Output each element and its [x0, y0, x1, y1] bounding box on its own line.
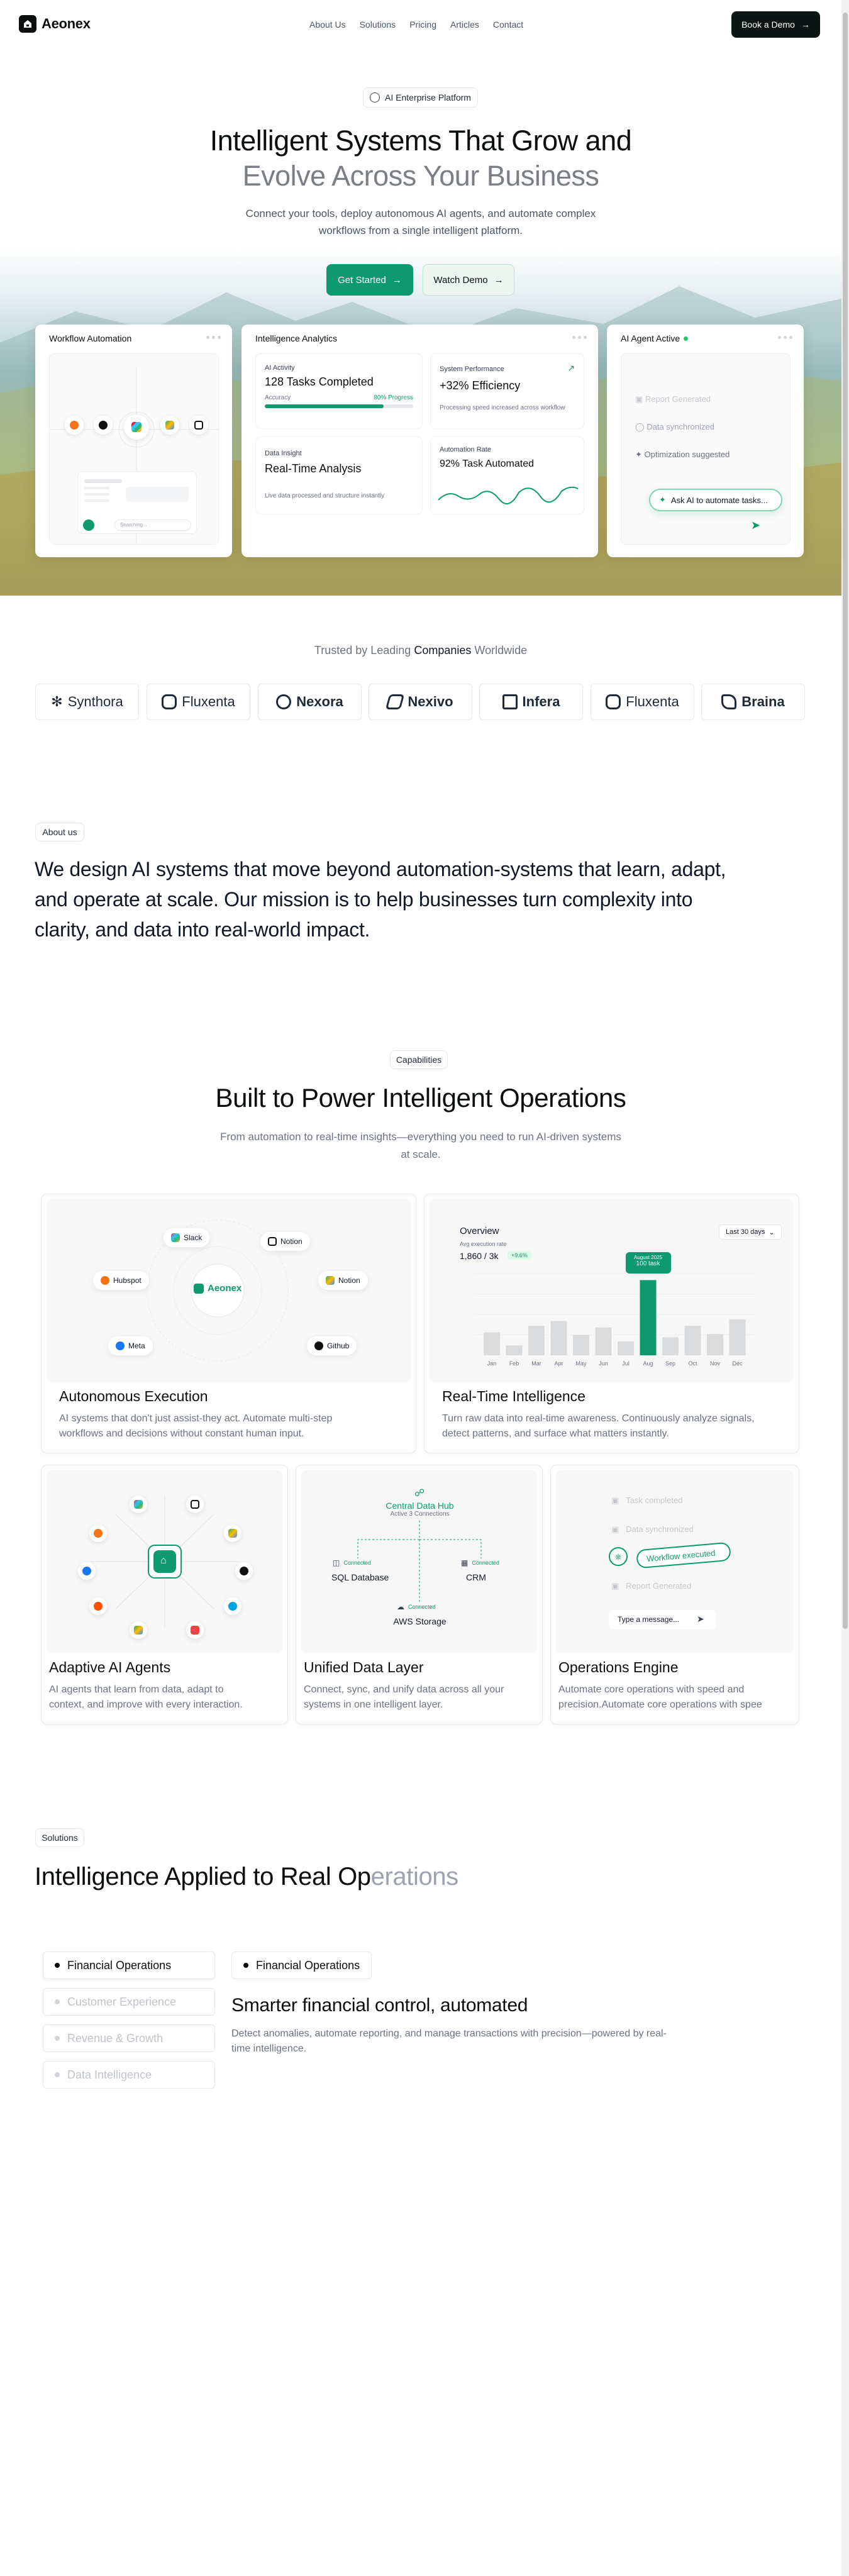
trust-prefix: Trusted by Leading: [314, 644, 411, 657]
github-icon: [235, 1562, 253, 1580]
get-started-button[interactable]: [326, 264, 413, 296]
chevron-down-icon: ⌄: [769, 1228, 775, 1236]
ops-item-workflow: Workflow executed: [636, 1542, 731, 1569]
window-dots: [778, 336, 792, 339]
hero-subtitle-line1: Connect your tools, deploy autonomous AI agents, and automate complex: [245, 208, 596, 219]
brand-mark-icon: [19, 15, 36, 33]
chip-dot-icon: [243, 1963, 248, 1968]
aeonex-hub: Aeonex: [194, 1283, 241, 1294]
braina-icon: [721, 694, 736, 709]
rate-value: 92% Task Automated: [440, 458, 535, 469]
capabilities-badge: Capabilities: [390, 1050, 448, 1069]
autonomous-desc: AI systems that don't just assist-they act. Automate multi-step workflows and decisions without constant human input.: [59, 1413, 333, 1439]
workflow-card-title: Workflow Automation: [49, 333, 132, 343]
bar-apr[interactable]: [551, 1321, 567, 1355]
hub-title: Central Data Hub: [386, 1501, 454, 1511]
link-icon: ☍: [414, 1488, 425, 1499]
bar-jul[interactable]: [618, 1341, 634, 1355]
crm-icon: ▦: [461, 1558, 469, 1567]
unified-desc: Connect, sync, and unify data across all your systems in one intelligent layer.: [304, 1684, 504, 1710]
bar-sep[interactable]: [662, 1337, 679, 1355]
brand-mark-icon: [194, 1284, 204, 1294]
infera-icon: [502, 694, 518, 709]
logo-fluxenta-2: Fluxenta: [591, 684, 694, 720]
progress-label: 80% Progress: [374, 394, 413, 401]
agent-item-report: ▣ Report Generated: [635, 394, 711, 404]
brand-mark-icon: ⌂: [160, 1555, 167, 1566]
analytics-card: [241, 325, 598, 557]
sql-status: ◫ Connected: [333, 1558, 371, 1567]
x-tick-label: Nov: [709, 1360, 721, 1367]
send-icon[interactable]: ➤: [697, 1614, 704, 1624]
agent-card: [607, 325, 804, 557]
workflow-card: [35, 325, 232, 557]
tab-financial-operations[interactable]: Financial Operations: [43, 1951, 215, 1979]
ask-ai-placeholder: Ask AI to automate tasks...: [670, 495, 768, 505]
insight-label: Data Insight: [265, 450, 302, 457]
app-pill-slack: Slack: [164, 1228, 209, 1247]
agent-item-sync: ◯ Data synchronized: [635, 422, 714, 431]
autonomous-title: Autonomous Execution: [59, 1388, 208, 1404]
get-started-label: Get Started: [338, 274, 386, 286]
app-pill-meta: Meta: [108, 1336, 153, 1355]
ai-activity-label: AI Activity: [265, 364, 295, 372]
agent-card-title: [621, 333, 688, 343]
ops-desc: Automate core operations with speed and precision.Automate core operations with spee: [558, 1684, 762, 1710]
solution-description: Detect anomalies, automate reporting, and manage transactions with precision—powered by real- time intelligence.: [231, 2028, 667, 2054]
trend-up-icon: ↗: [567, 363, 575, 373]
tab-revenue-growth[interactable]: Revenue & Growth: [43, 2024, 215, 2052]
arrow-right-icon: →: [801, 19, 810, 30]
operations-engine-card: [550, 1465, 799, 1724]
logo-nexivo: Nexivo: [369, 684, 472, 720]
nav-link-contact[interactable]: Contact: [492, 19, 524, 30]
arrow-right-icon: →: [392, 274, 402, 286]
watch-demo-label: Watch Demo: [433, 274, 488, 286]
github-icon: [314, 1341, 323, 1350]
accuracy-label: Accuracy: [265, 394, 291, 401]
nav-link-about[interactable]: About Us: [309, 19, 346, 30]
scrollbar-thumb[interactable]: [843, 13, 848, 1629]
ops-item-task: ▣ Task completed: [611, 1496, 683, 1505]
x-tick-label: Sep: [665, 1360, 676, 1367]
x-tick-label: Jun: [599, 1360, 608, 1367]
arrow-right-icon: →: [494, 274, 504, 286]
overview-title: Overview: [460, 1226, 499, 1236]
meta-icon: [116, 1341, 125, 1350]
document-icon: ▣: [611, 1581, 619, 1591]
realtime-intelligence-card: [424, 1194, 799, 1453]
notion-icon: [268, 1237, 277, 1246]
sparkle-icon: [370, 92, 380, 103]
notion-icon: [186, 1496, 204, 1513]
logo-braina: Braina: [701, 684, 805, 720]
logo-nexora: Nexora: [258, 684, 362, 720]
app-pill-github: Github: [307, 1336, 357, 1355]
x-tick-label: Oct: [688, 1360, 697, 1367]
trust-highlight: Companies: [414, 644, 472, 657]
bar-feb[interactable]: [506, 1345, 523, 1355]
app-pill-hubspot: Hubspot: [93, 1271, 149, 1290]
solutions-title: Intelligence Applied to Real Operations: [35, 1863, 458, 1890]
x-tick-label: Dec: [732, 1360, 743, 1367]
app-pill-notion-2: Notion: [318, 1271, 368, 1290]
hero-title: [0, 123, 841, 194]
tab-customer-experience[interactable]: Customer Experience: [43, 1988, 215, 2016]
bar-jan[interactable]: [484, 1333, 500, 1355]
bar-dec[interactable]: [730, 1319, 746, 1355]
brand-logo[interactable]: [19, 15, 91, 33]
active-solution-chip: Financial Operations: [231, 1951, 372, 1979]
integration-orbit: [47, 1199, 411, 1382]
about-badge: About us: [35, 823, 84, 841]
google-drive-icon: [130, 1621, 147, 1639]
x-tick-label: Aug: [643, 1360, 653, 1367]
slack-icon: [130, 1496, 147, 1513]
tab-dot-icon: [55, 2036, 60, 2041]
metric-change-badge: +9.6%: [508, 1251, 531, 1260]
check-icon: ▣: [611, 1496, 619, 1505]
meta-icon: [78, 1562, 96, 1580]
tab-dot-icon: [55, 1999, 60, 2004]
tooltip-label: August 2025: [634, 1255, 662, 1261]
workflow-search-input[interactable]: Searching...: [114, 519, 191, 531]
nav-links: [309, 19, 523, 30]
bar-jun[interactable]: [596, 1328, 612, 1355]
agent-hub-grid: [47, 1470, 282, 1653]
logo-synthora: ✻ Synthora: [35, 684, 139, 720]
aws-status: ☁ Connected: [397, 1602, 436, 1611]
app-pill-notion: Notion: [260, 1232, 310, 1251]
ops-message-input[interactable]: Type a message...: [609, 1610, 716, 1629]
wand-icon: ✦: [635, 450, 642, 459]
run-icon[interactable]: [83, 519, 94, 531]
nexivo-icon: [386, 694, 404, 709]
ask-ai-input[interactable]: [649, 489, 782, 511]
hubspot-icon: [89, 1524, 107, 1542]
hub-subtitle: Active 3 Connections: [390, 1511, 450, 1518]
solutions-badge: Solutions: [35, 1828, 84, 1847]
workflow-list-panel: [77, 471, 197, 534]
logo-fluxenta: Fluxenta: [147, 684, 250, 720]
book-demo-label: Book a Demo: [741, 19, 795, 30]
capabilities-title: Built to Power Intelligent Operations: [215, 1083, 626, 1113]
ai-activity-panel: [255, 353, 423, 429]
nexora-icon: [276, 694, 291, 709]
insight-value: Real-Time Analysis: [265, 462, 362, 475]
google-drive-icon: [224, 1524, 241, 1542]
check-circle-icon: ◯: [635, 422, 645, 431]
book-demo-button[interactable]: [731, 11, 820, 38]
data-hub-diagram: [301, 1470, 537, 1653]
cloud-icon: ☁: [397, 1602, 404, 1611]
google-drive-icon: [326, 1276, 335, 1285]
adaptive-agents-card: [41, 1465, 288, 1724]
metric-label: Avg execution rate: [460, 1241, 507, 1247]
logo-infera: Infera: [479, 684, 583, 720]
slack-icon: [171, 1233, 180, 1242]
active-status-dot: [684, 336, 688, 341]
unified-data-card: [296, 1465, 543, 1724]
hero-badge: [363, 87, 478, 108]
agent-card-title-text: AI Agent Active: [621, 333, 680, 343]
progress-bar: [265, 404, 413, 408]
ops-item-sync: ▣ Data synchronized: [611, 1524, 694, 1534]
data-insight-panel: [255, 436, 423, 514]
agent-item-optimize: ✦ Optimization suggested: [635, 450, 730, 459]
x-tick-label: Jan: [487, 1360, 497, 1367]
adaptive-desc: AI agents that learn from data, adapt to context, and improve with every interaction.: [49, 1684, 243, 1710]
sync-icon: ▣: [611, 1524, 619, 1534]
github-icon: [94, 416, 113, 435]
automation-sparkline: [436, 477, 580, 509]
nav-link-solutions[interactable]: Solutions: [359, 19, 396, 30]
bar-aug[interactable]: [640, 1280, 657, 1355]
metric-value: 1,860 / 3k: [460, 1251, 499, 1261]
perf-value: +32% Efficiency: [440, 379, 521, 392]
realtime-desc: Turn raw data into real-time awareness. Continuously analyze signals, detect patterns, and surface what matters instantly.: [442, 1413, 755, 1439]
bar-mar[interactable]: [528, 1326, 545, 1355]
nav-link-articles[interactable]: Articles: [450, 19, 479, 30]
cursor-icon: ➤: [751, 519, 761, 531]
bar-oct[interactable]: [685, 1326, 701, 1355]
about-statement: We design AI systems that move beyond automation-systems that learn, adapt, and operate at scale. Our mission is to help businesses turn complexity into clarity, and data into real-world impact.: [35, 858, 726, 941]
hubspot-icon: [65, 416, 84, 435]
system-performance-panel: [430, 353, 584, 429]
x-tick-label: Feb: [509, 1360, 519, 1367]
analytics-card-title: Intelligence Analytics: [255, 333, 337, 343]
trusted-by-heading: [0, 644, 841, 657]
bar-nov[interactable]: [707, 1334, 723, 1355]
perf-label: System Performance: [440, 365, 504, 373]
crm-status: ▦ Connected: [461, 1558, 499, 1567]
x-tick-label: Mar: [531, 1360, 541, 1367]
agent-panel: [621, 353, 791, 545]
fluxenta-icon: [606, 694, 621, 709]
sql-source: SQL Database: [331, 1572, 389, 1582]
scrollbar[interactable]: [841, 0, 849, 2576]
hero-title-line1: Intelligent Systems That Grow and: [209, 125, 632, 157]
insight-note: Live data processed and structure instantly: [265, 492, 385, 499]
tab-dot-icon: [55, 1963, 60, 1968]
nav-link-pricing[interactable]: Pricing: [409, 19, 436, 30]
workflow-canvas: [49, 353, 219, 545]
slack-icon: [124, 414, 149, 440]
tab-data-intelligence[interactable]: Data Intelligence: [43, 2061, 215, 2089]
bar-may[interactable]: [573, 1335, 589, 1356]
watch-demo-button[interactable]: [423, 264, 514, 296]
unified-title: Unified Data Layer: [304, 1659, 424, 1675]
progress-fill: [265, 404, 384, 408]
autonomous-execution-card: [41, 1194, 416, 1453]
rate-label: Automation Rate: [440, 446, 491, 453]
tab-dot-icon: [55, 2072, 60, 2077]
tooltip-value: 100 task: [636, 1260, 660, 1268]
adaptive-title: Adaptive AI Agents: [49, 1659, 171, 1675]
x-tick-label: Jul: [622, 1360, 630, 1367]
pdf-icon: [186, 1621, 204, 1639]
sparkle-icon: ✦: [659, 495, 666, 504]
zapier-icon: [89, 1597, 107, 1615]
ops-item-report: ▣ Report Generated: [611, 1581, 692, 1591]
x-tick-label: Apr: [554, 1360, 563, 1367]
top-nav: [0, 0, 841, 50]
date-range-select[interactable]: Last 30 days ⌄: [719, 1224, 782, 1240]
salesforce-icon: [224, 1597, 241, 1615]
capabilities-subtitle: From automation to real-time insights—everything you need to run AI-driven systems at scale.: [220, 1131, 621, 1160]
database-icon: ◫: [333, 1558, 340, 1567]
monthly-bar-chart: [430, 1199, 794, 1382]
brand-name: Aeonex: [42, 16, 91, 31]
x-tick-label: May: [575, 1360, 587, 1367]
ai-activity-value: 128 Tasks Completed: [265, 375, 374, 388]
document-icon: ▣: [635, 394, 643, 404]
hero-badge-label: AI Enterprise Platform: [385, 92, 471, 103]
solution-heading: Smarter financial control, automated: [231, 1995, 528, 2016]
perf-note: Processing speed increased across workflow: [440, 404, 565, 411]
chart-tooltip: [626, 1252, 671, 1274]
workflow-icon: ⎈: [609, 1547, 628, 1566]
realtime-title: Real-Time Intelligence: [442, 1388, 585, 1404]
window-dots: [206, 336, 221, 339]
crm-source: CRM: [466, 1572, 486, 1582]
notion-icon: [189, 416, 208, 435]
aws-source: AWS Storage: [393, 1616, 447, 1626]
overview-chart-panel: [430, 1199, 794, 1382]
hero-title-line2: Evolve Across Your Business: [242, 160, 599, 192]
fluxenta-icon: [162, 694, 177, 709]
window-dots: [572, 336, 587, 339]
operations-feed: [556, 1470, 794, 1653]
synthora-icon: ✻: [51, 694, 63, 709]
hero-subtitle: [0, 205, 841, 239]
ops-title: Operations Engine: [558, 1659, 679, 1675]
hubspot-icon: [101, 1276, 109, 1285]
automation-rate-panel: [430, 436, 584, 514]
hero-subtitle-line2: workflows from a single intelligent platform.: [318, 225, 523, 236]
google-drive-icon: [160, 416, 179, 435]
trust-suffix: Worldwide: [474, 644, 528, 657]
